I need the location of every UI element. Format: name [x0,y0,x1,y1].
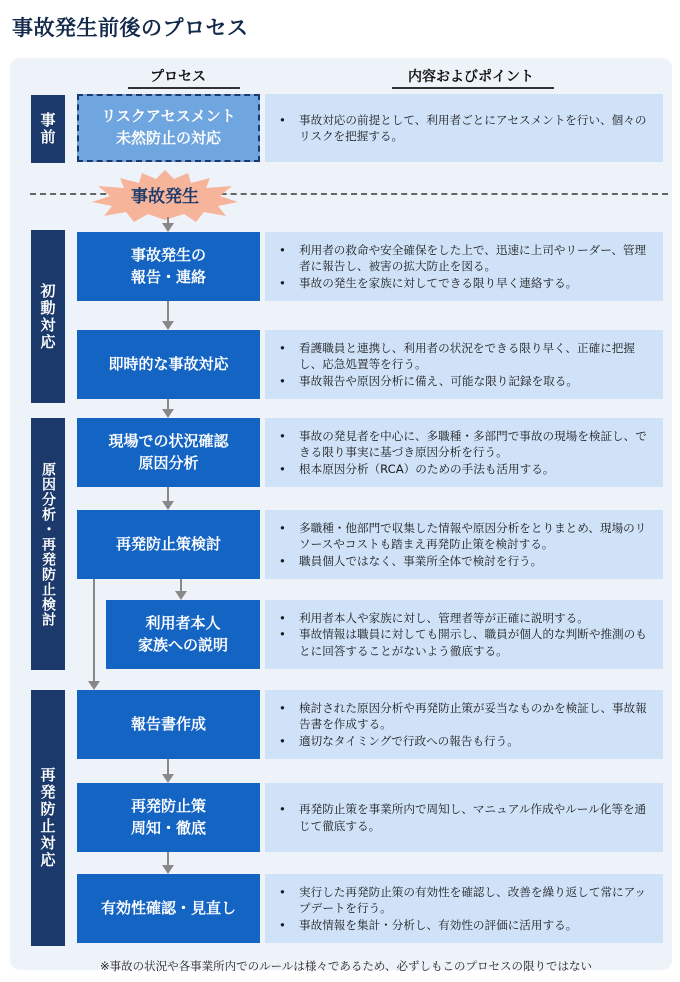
footnote: ※事故の状況や各事業所内でのルールは様々であるため、必ずしもこのプロセスの限りではない [100,959,592,973]
step-prevention-rollout: 再発防止策 周知・徹底 [77,783,260,852]
accident-label: 事故発生 [131,186,199,207]
bullet-text: • 事故報告や原因分析に備え、可能な限り記録を取る。 [277,373,655,389]
desc-effectiveness-review [265,874,663,943]
arrow-down [167,852,169,866]
arrow-down [167,217,169,224]
page-title: 事故発生前後のプロセス [12,16,249,40]
stage-pre: 事前 [31,95,65,163]
bullet-text: • 検討された原因分析や再発防止策が妥当なものかを検証し、事故報告書を作成する。 [277,700,655,733]
stage-recurrence-prevention: 再発防止対応 [31,690,65,946]
step-site-check-analysis: 現場での状況確認 原因分析 [77,418,260,487]
arrow-down [93,579,95,682]
header-content-underline [392,87,554,89]
bullet-text: • 再発防止策を事業所内で周知し、マニュアル作成やルール化等を通じて徹底する。 [277,801,655,834]
step-risk-assessment: リスクアセスメント 未然防止の対応 [77,94,260,162]
arrow-down [167,487,169,502]
bullet-text: • 看護職員と連携し、利用者の状況をできる限り早く、正確に把握し、応急処置等を行う。 [277,340,655,373]
desc-prevention-planning [265,510,663,579]
arrow-down [167,399,169,410]
bullet-text: • 利用者の救命や安全確保をした上で、迅速に上司やリーダー、管理者に報告し、被害の拡大防止を図る。 [277,242,655,275]
header-process: プロセス [150,69,206,85]
arrow-down [167,759,169,775]
header-process-underline [128,87,240,89]
bullet-text: • 事故の発生を家族に対してできる限り早く連絡する。 [277,275,655,291]
step-immediate-response: 即時的な事故対応 [77,330,260,399]
step-report-contact: 事故発生の 報告・連絡 [77,232,260,301]
step-explanation-to-family: 利用者本人 家族への説明 [106,600,260,669]
step-report-creation: 報告書作成 [77,690,260,759]
desc-prevention-rollout [265,783,663,852]
arrow-down [180,579,182,592]
desc-site-check-analysis [265,418,663,487]
desc-report-creation [265,690,663,759]
desc-risk-assessment [265,94,663,162]
desc-report-contact [265,232,663,301]
stage-initial-response: 初動対応 [31,230,65,403]
bullet-text: • 事故情報を集計・分析し、有効性の評価に活用する。 [277,917,655,933]
header-content: 内容およびポイント [408,69,534,85]
bullet-text: • 事故情報は職員に対しても開示し、職員が個人的な判断や推測のもとに回答することがないよう徹底する。 [277,626,655,659]
step-effectiveness-review: 有効性確認・見直し [77,874,260,943]
bullet-text: • 実行した再発防止策の有効性を確認し、改善を繰り返して常にアップデートを行う。 [277,884,655,917]
step-prevention-planning: 再発防止策検討 [77,510,260,579]
arrow-down [167,301,169,322]
bullet-text: • 適切なタイミングで行政への報告も行う。 [277,733,655,749]
stage-cause-analysis: 原因分析・再発防止検討 [31,418,65,670]
desc-immediate-response [265,330,663,399]
bullet-text: • 利用者本人や家族に対し、管理者等が正確に説明する。 [277,610,655,626]
bullet-text: • 事故の発見者を中心に、多職種・多部門で事故の現場を検証し、できる限り事実に基づき原因分析を行う。 [277,428,655,461]
bullet-text: • 多職種・他部門で収集した情報や原因分析をとりまとめ、現場のリソースやコストも踏まえ再発防止策を検討する。 [277,520,655,553]
bullet-text: • 職員個人ではなく、事業所全体で検討を行う。 [277,553,655,569]
bullet-text: • 事故対応の前提として、利用者ごとにアセスメントを行い、個々のリスクを把握する。 [277,112,655,145]
desc-explanation-to-family [265,600,663,669]
bullet-text: • 根本原因分析（RCA）のための手法も活用する。 [277,461,655,477]
